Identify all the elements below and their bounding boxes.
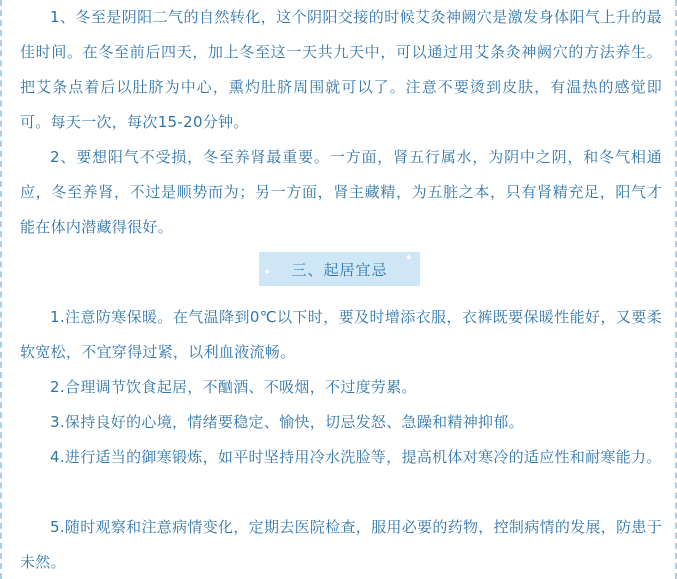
- list-item: 5.随时观察和注意病情变化，定期去医院检查，服用必要的药物，控制病情的发展，防患于未然。: [20, 518, 662, 571]
- sparkle-icon: ◆: [265, 268, 270, 275]
- list-item: 2.合理调节饮食起居，不酗酒、不吸烟，不过度劳累。: [50, 378, 417, 396]
- list-item: 3.保持良好的心境，情绪要稳定、愉快，切忌发怒、急躁和精神抑郁。: [50, 413, 524, 431]
- list-item: 1.注意防寒保暖。在气温降到0℃以下时，要及时增添衣服，衣裤既要保暖性能好，又要柔软宽松，不宜穿得过紧，以利血液流畅。: [20, 308, 662, 361]
- paragraph-2: 2、要想阳气不受损，冬至养肾最重要。一方面，肾五行属水，为阴中之阴，和冬气相通应，冬至养肾，不过是顺势而为；另一方面，肾主藏精，为五脏之本，只有肾精充足，阳气才能在体内潜藏得很好。: [20, 148, 662, 236]
- list-item: 4.进行适当的御寒锻炼，如平时坚持用冷水洗脸等，提高机体对寒冷的适应性和耐寒能力。: [50, 448, 662, 466]
- paragraph-1: 1、冬至是阴阳二气的自然转化，这个阴阳交接的时候艾灸神阙穴是激发身体阳气上升的最佳时间。在冬至前后四天，加上冬至这一天共九天中，可以通过用艾条灸神阙穴的方法养生。把艾条点着后以肚脐为中心，熏灼肚脐周围就可以了。注意不要烫到皮肤，有温热的感觉即可。每天一次，每次15-20分钟。: [20, 8, 662, 131]
- sparkle-icon: ✦: [404, 253, 413, 264]
- section-heading-box: [259, 252, 420, 286]
- section-heading: 三、起居宜忌: [291, 260, 388, 279]
